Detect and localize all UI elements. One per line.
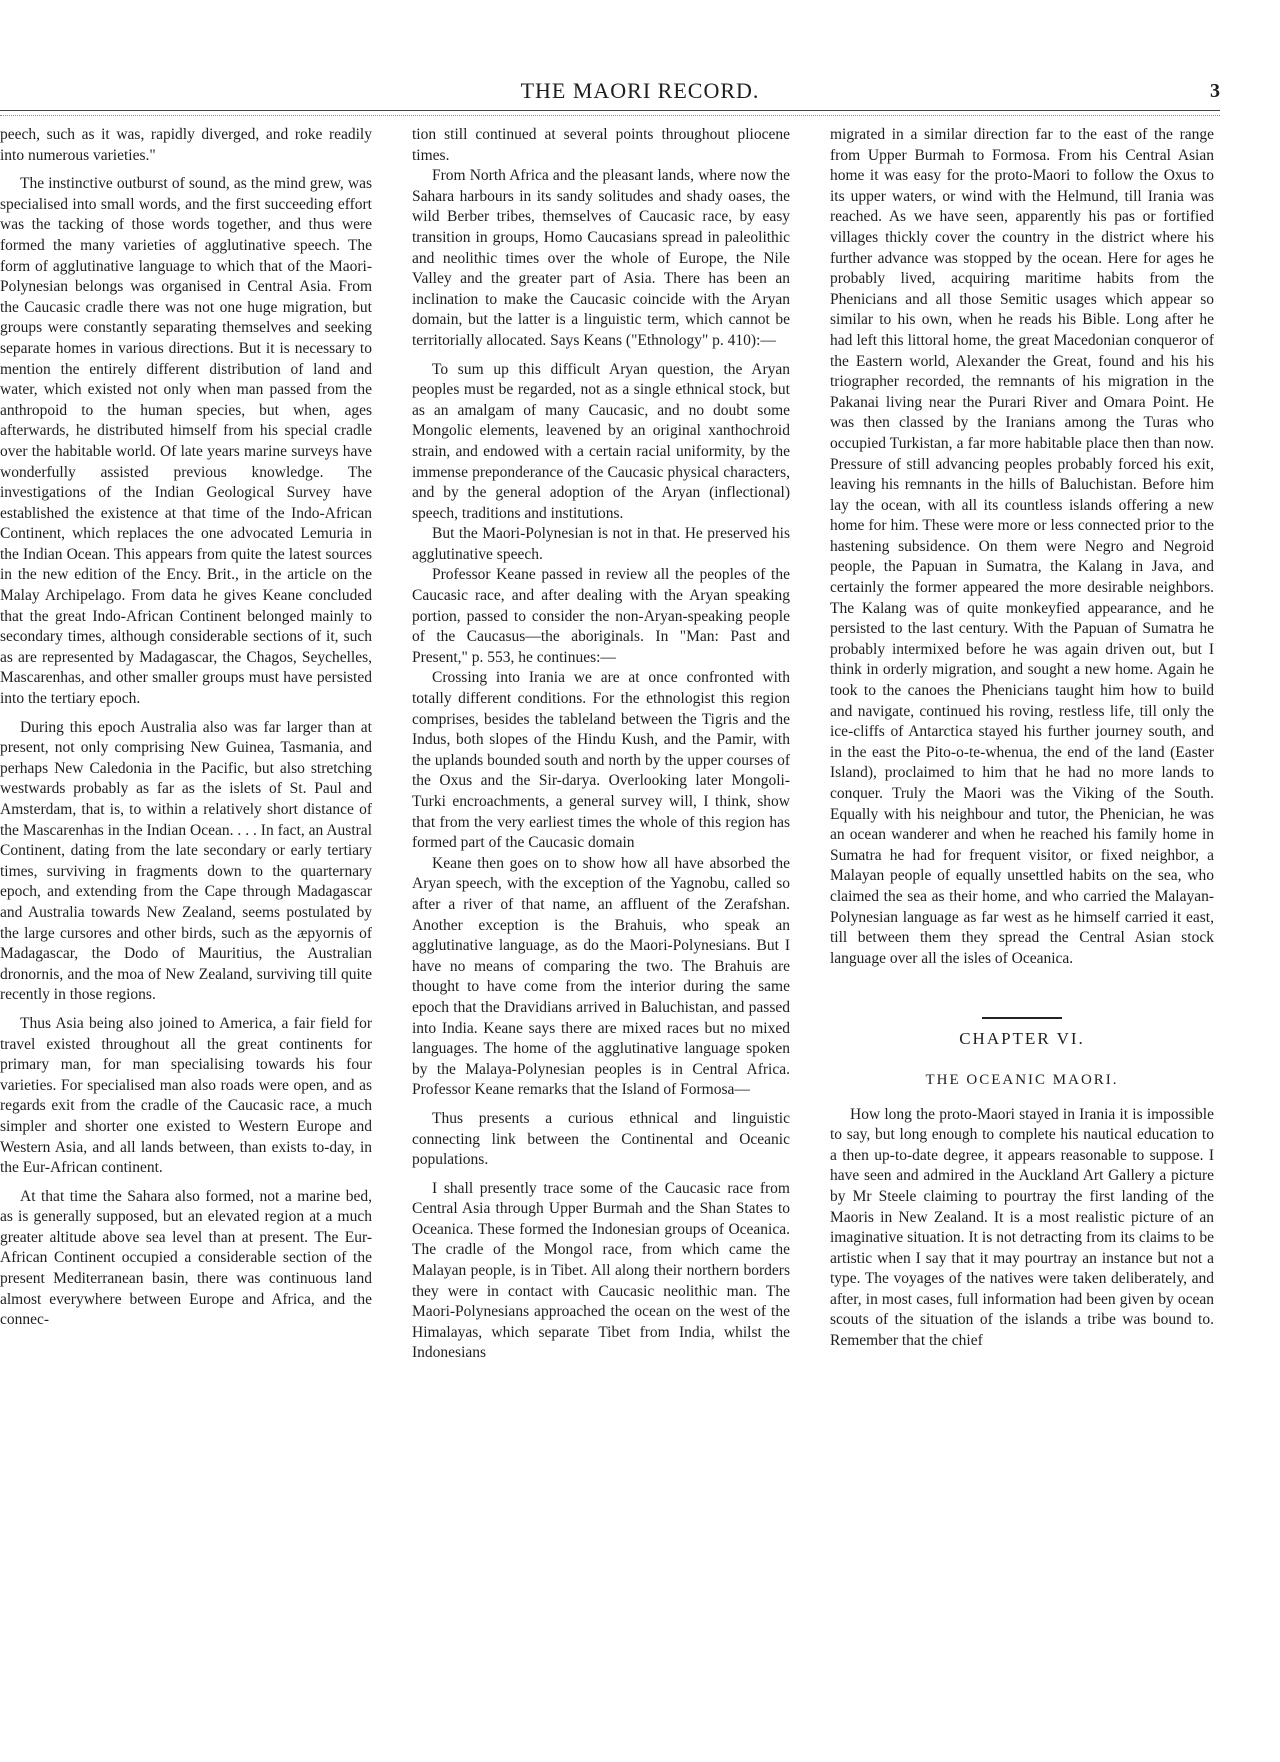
block-quote: Thus presents a curious ethnical and linguistic connecting link between the Continental and Oceanic populations.: [412, 1109, 790, 1169]
chapter-subtitle: THE OCEANIC MAORI.: [925, 1071, 1119, 1088]
block-quote: Crossing into Irania we are at once confronted with totally different conditions. For the ethnologist this region comprises, besides the tableland between the Tigris and the Indus, both slopes of the Hindu Kush, and the Pamir, with the uplands bounded south and north by the upper courses of the Oxus and the Sir-darya. Overlooking later Mongoli-Turki encroachments, a general survey will, I think, show that from the very earliest times the whole of this region has formed part of the Caucasic domain: [412, 669, 790, 852]
paragraph: peech, such as it was, rapidly diverged, and roke readily into numerous varieties.": [0, 126, 372, 164]
paragraph: From North Africa and the pleasant lands, where now the Sahara harbours in its sandy solitudes and shady oases, the wild Berber tribes, themselves of Caucasic race, by easy transition in groups, Homo Caucasians spread in paleolithic and neolithic times over the whole of Europe, the Nile Valley and the greater part of Asia. There has been an inclination to make the Caucasic coincide with the Aryan domain, but the latter is a linguistic term, which cannot be territorially allocated. Says Keans ("Ethnology" p. 410):—: [412, 167, 790, 349]
page-header: [0, 78, 1280, 108]
paragraph: The instinctive outburst of sound, as the mind grew, was specialised into small words, and the first succeeding effort was the tacking of those words together, and thus were formed the many varieties of agglutinative speech. The form of agglutinative language to which that of the Maori-Polynesian belongs was organised in Central Asia. From the Caucasic cradle there was not one huge migration, but groups were constantly separating themselves and seeking separate homes in various directions. But it is necessary to mention the entirely different distribution of land and water, which existed not only when man passed from the anthropoid to the human species, but when, ages afterwards, he distributed himself from his special cradle over the habitable world. Of late years marine surveys have wonderfully assisted previous knowledge. The investigations of the Indian Geological Survey have established the existence at that time of the Indo-African Continent, which replaces the one advocated Lemuria in the Indian Ocean. This appears from quite the latest sources in the new edition of the Ency. Brit., in the article on the Malay Archipelago. From data he gives Keane concluded that the great Indo-African Continent belonged mainly to secondary times, although considerable sections of it, such as are represented by Madagascar, the Chagos, Seychelles, Mascarenhas, and other smaller groups must have persisted into the tertiary epoch.: [0, 175, 372, 708]
paragraph: migrated in a similar direction far to the east of the range from Upper Burmah to Formosa. From his Central Asian home it was easy for the proto-Maori to follow the Oxus to its upper waters, or wind with the Helmund, till Irania was reached. As we have seen, apparently his pas or fortified villages thickly cover the country in the district where his further advance was stopped by the ocean. Here for ages he probably lived, acquiring maritime habits from the Phenicians and all those Semitic usages which appear so similar to his own, when he reads his Bible. Long after he had left this littoral home, the great Macedonian conqueror of the Eastern world, Alexander the Great, found and his his triographer recorded, the remnants of his migration in the Pakanai living near the Purari River and Omara Point. He was then classed by the Iranians among the Turas who occupied Turkistan, a far more habitable place then than now. Pressure of still advancing peoples probably forced his exit, leaving his remnants in the hills of Baluchistan. Before him lay the ocean, with all its countless islands offering a new home for him. These were more or less connected prior to the hastening subsidence. On them were Negro and Negroid people, the Papuan in Sumatra, the Kalang in Java, and certainly the former appeared the more desirable neighbors. The Kalang was of quite monkeyfied appearance, and he persisted to the last century. With the Papuan of Sumatra he probably intermixed before he was again driven out, but I think in orderly migration, and sought a new home. Again he took to the canoes the Phenicians taught him how to build and navigate, continued his roving, restless life, till only the ice-cliffs of Antarctica stayed his further journey south, and in the east the Pito-o-te-whenua, the end of the land (Easter Island), proclaimed to him that he had no more lands to conquer. Truly the Maori was the Viking of the South. Equally with his neighbour and tutor, the Phenician, he was an ocean wanderer and when he reached his family home in Sumatra he had for frequent visitor, or fixed neighbor, a Malayan people of equally unsettled habits on the sea, who claimed the sea as their home, and who carried the Malayan-Polynesian language as far west as he himself carried it east, till between them they spread the Central Asian stock language over all the isles of Oceanica.: [830, 126, 1214, 967]
paragraph: How long the proto-Maori stayed in Irania it is impossible to say, but long enough to complete his nautical education to a then up-to-date degree, it appears reasonable to suppose. I have seen and admired in the Auckland Art Gallery a picture by Mr Steele claiming to pourtray the first landing of the Maoris in New Zealand. It is a most realistic picture of an imaginative situation. It is not detracting from its claims to be artistic when I say that it may pourtray an instance but not a type. The voyages of the natives were taken deliberately, and after, in most cases, full information had been given by ocean scouts of the situation of the islands a tribe was bound to. Remember that the chief: [830, 1105, 1214, 1350]
paragraph: tion still continued at several points throughout pliocene times.: [412, 126, 790, 164]
block-quote: To sum up this difficult Aryan question, the Aryan peoples must be regarded, not as a single ethnical stock, but as an amalgam of many Caucasic, and no doubt some Mongolic elements, leavened by an original xanthochroid strain, and endowed with a certain racial uniformity, by the immense preponderance of the Caucasic physical characters, and by the general adoption of the Aryan (inflectional) speech, traditions and institutions.: [412, 360, 790, 522]
publication-title: THE MAORI RECORD.: [520, 78, 760, 103]
header-rule-dotted: [0, 115, 1220, 116]
column-2: [412, 125, 790, 1745]
paragraph: Professor Keane passed in review all the peoples of the Caucasic race, and after dealing with the Aryan speaking portion, passed to consider the non-Aryan-speaking people of the Caucasus—the aboriginals. In "Man: Past and Present," p. 553, he continues:—: [412, 566, 790, 666]
chapter-rule: [982, 1017, 1062, 1019]
column-3: [830, 125, 1214, 1745]
paragraph: During this epoch Australia also was far larger than at present, not only comprising New Guinea, Tasmania, and perhaps New Caledonia in the Pacific, but also stretching westwards probably as far as the islets of St. Paul and Amsterdam, that is, to within a relatively short distance of the Mascarenhas in the Indian Ocean. . . . In fact, an Austral Continent, dating from the late secondary or early tertiary times, surviving in fragments down to the quarternary epoch, and extending from the Cape through Madagascar and Australia towards New Zealand, seems postulated by the large cursores and other birds, such as the æpyornis of Madagascar, the Dodo of Mauritius, the Australian dronornis, and the moa of New Zealand, surviving till quite recently in those regions.: [0, 718, 372, 1004]
column-1: [0, 125, 372, 1745]
chapter-heading-block: [830, 1017, 1214, 1090]
paragraph: At that time the Sahara also formed, not a marine bed, as is generally supposed, but an elevated region at a much greater altitude above sea level than at present. The Eur-African Continent occupied a considerable section of the present Mediterranean basin, there was continuous land almost everywhere between Europe and Africa, and the connec-: [0, 1187, 372, 1329]
paragraph: Keane then goes on to show how all have absorbed the Aryan speech, with the exception of the Yagnobu, called so after a river of that name, an affluent of the Zerafshan. Another exception is the Brahuis, who speak an agglutinative language, as do the Maori-Polynesians. But I have no means of comparing the two. The Brahuis are thought to have come from the interior during the same epoch that the Dravidians arrived in Baluchistan, and passed into India. Keane says there are mixed races but no mixed languages. The home of the agglutinative language spoken by the Malaya-Polynesian peoples is in Central Africa. Professor Keane remarks that the Island of Formosa—: [412, 854, 790, 1099]
header-rule: [0, 110, 1220, 111]
page-number: 3: [1210, 80, 1220, 102]
paragraph: But the Maori-Polynesian is not in that. He preserved his agglutinative speech.: [412, 525, 790, 563]
chapter-heading: CHAPTER VI.: [959, 1029, 1085, 1049]
paragraph: Thus Asia being also joined to America, a fair field for travel existed throughout all the great continents for primary man, for man specialising towards his four varieties. For specialised man also roads were open, and as regards exit from the cradle of the Caucasic race, a much simpler and shorter one existed to Western Europe and Western Asia, and all lands between, than exists to-day, in the Eur-African continent.: [0, 1014, 372, 1177]
paragraph: I shall presently trace some of the Caucasic race from Central Asia through Upper Burmah and the Shan States to Oceanica. These formed the Indonesian groups of Oceanica. The cradle of the Mongol race, from which came the Malayan people, is in Tibet. All along their northern borders they were in contact with Caucasic neolithic man. The Maori-Polynesians approached the ocean on the west of the Himalayas, which separate Tibet from India, whilst the Indonesians: [412, 1179, 790, 1362]
